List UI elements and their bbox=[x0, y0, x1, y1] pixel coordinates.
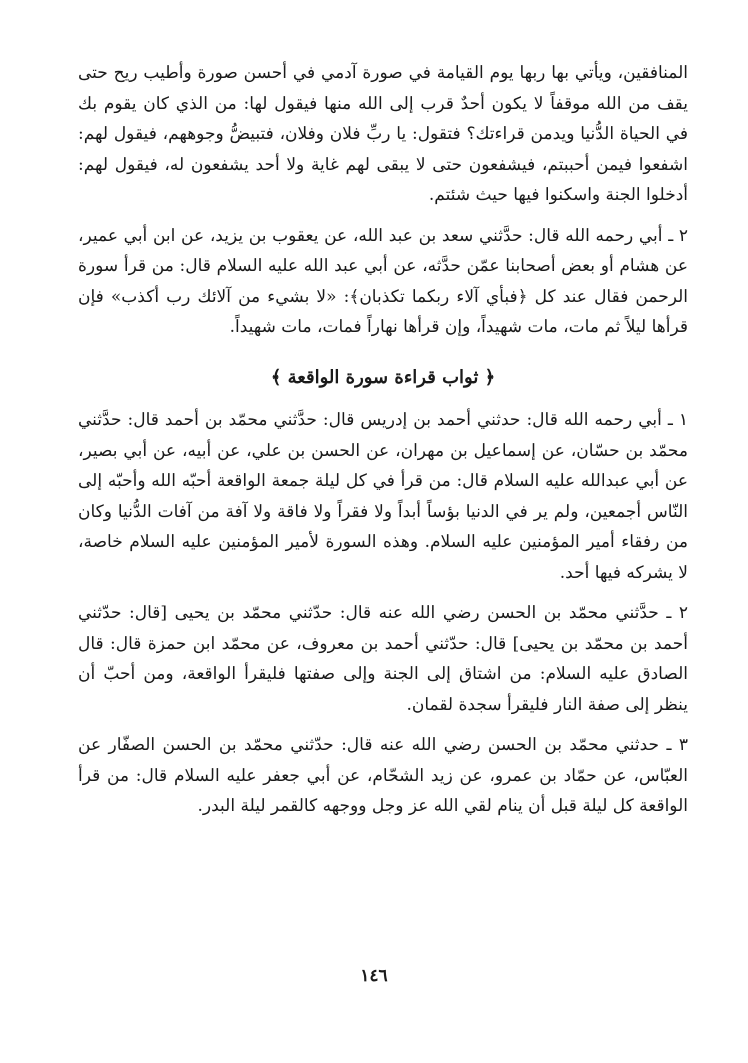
hadith-waqia-3-paragraph: ٣ ـ حدثني محمّد بن الحسن رضي الله عنه قال: حدّثني محمّد بن الحسن الصفّار عن العبّاس، عن حمّاد بن عمرو، عن زيد الشحّام، عن أبي جعفر عليه السلام قال: من قرأ الواقعة كل ليلة قبل أن ينام لقي الله عز وجل ووجهه كالقمر ليلة البدر. bbox=[78, 735, 688, 816]
intro-paragraph: المنافقين، ويأتي بها ربها يوم القيامة في صورة آدمي في أحسن صورة وأطيب ريح حتى يقف من الله موقفاً لا يكون أحدٌ قرب إلى الله منها فيقول لها: من الذي كان يقوم بك في الحياة الدُّنيا ويدمن قراءتك؟ فتقول: يا ربِّ فلان وفلان، فتبيضُّ وجوههم، فيقول لهم: اشفعوا فيمن أحببتم، فيشفعون حتى لا يبقى لهم غاية ولا أحد يشفعون له، فيقول لهم: أدخلوا الجنة واسكنوا فيها حيث شئتم. bbox=[78, 63, 688, 205]
hadith-rahman-2-paragraph: ٢ ـ أبي رحمه الله قال: حدَّثني سعد بن عبد الله، عن يعقوب بن يزيد، عن ابن أبي عمير، عن هشام أو بعض أصحابنا عمّن حدَّثه، عن أبي عبد الله عليه السلام قال: من قرأ سورة الرحمن فقال عند كل ﴿فبأي آلاء ربكما تكذبان﴾: «لا بشيء من آلائك رب أكذب» فإن قرأها ليلاً ثم مات، مات شهيداً، وإن قرأها نهاراً فمات، مات شهيداً. bbox=[78, 225, 688, 337]
hadith-waqia-1-paragraph: ١ ـ أبي رحمه الله قال: حدثني أحمد بن إدريس قال: حدَّثني محمّد بن أحمد قال: حدَّثني محمّد بن حسّان، عن إسماعيل بن مهران، عن الحسن بن علي، عن أبيه، عن أبي بصير، عن أبي عبدالله عليه السلام قال: من قرأ في كل ليلة جمعة الواقعة أحبّه الله وأحبّه إلى النّاس أجمعين، ولم ير في الدنيا بؤساً أبداً ولا فقراً ولا فاقة ولا آفة من آفات الدُّنيا وكان من رفقاء أمير المؤمنين عليه السلام. وهذه السورة لأمير المؤمنين عليه السلام خاصة، لا يشركه فيها أحد. bbox=[78, 410, 688, 583]
page-number: ١٤٦ bbox=[360, 966, 388, 986]
section-heading: ﴿ ثواب قراءة سورة الواقعة ﴾ bbox=[270, 366, 496, 388]
hadith-waqia-2-paragraph: ٢ ـ حدَّثني محمّد بن الحسن رضي الله عنه قال: حدّثني محمّد بن يحيى [قال: حدّثني أحمد بن محمّد بن يحيى] قال: حدّثني أحمد بن معروف، عن محمّد ابن حمزة قال: قال الصادق عليه السلام: من اشتاق إلى الجنة وإلى صفتها فليقرأ الواقعة، ومن أحبّ أن ينظر إلى صفة النار فليقرأ سجدة لقمان. bbox=[78, 603, 688, 715]
page-body bbox=[78, 58, 688, 822]
